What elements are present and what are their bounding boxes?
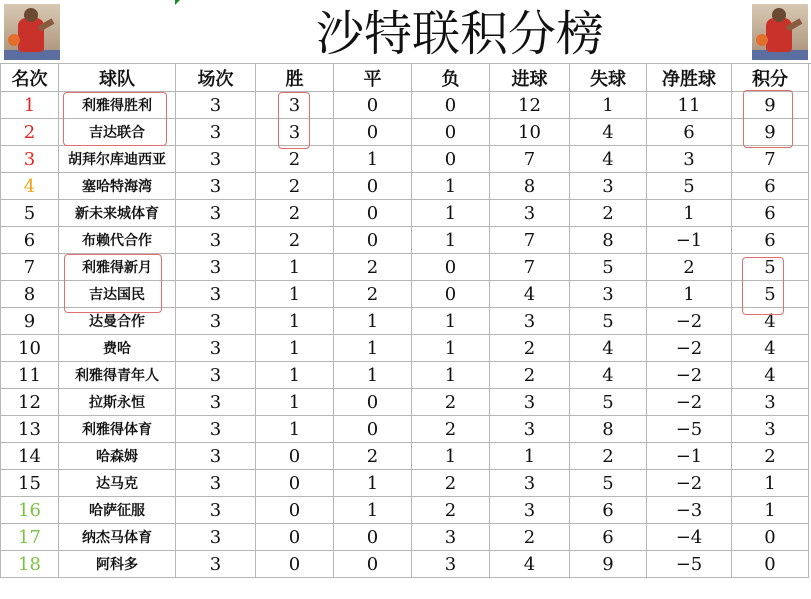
rank-cell: 9 — [1, 308, 59, 335]
goal-diff-cell: 6 — [647, 119, 732, 146]
goal-diff-cell: 1 — [647, 200, 732, 227]
win-cell: 1 — [256, 335, 334, 362]
draw-cell: 1 — [334, 335, 412, 362]
goals-against-cell: 4 — [570, 119, 647, 146]
header-goal-diff: 净胜球 — [647, 64, 732, 92]
goals-against-cell: 9 — [570, 551, 647, 578]
played-cell: 3 — [176, 362, 256, 389]
points-cell: 7 — [732, 146, 809, 173]
team-cell: 吉达国民 — [59, 281, 176, 308]
win-cell: 0 — [256, 470, 334, 497]
draw-cell: 2 — [334, 254, 412, 281]
rank-cell: 13 — [1, 416, 59, 443]
goal-diff-cell: −1 — [647, 443, 732, 470]
goals-for-cell: 10 — [490, 119, 570, 146]
goals-for-cell: 3 — [490, 308, 570, 335]
goal-diff-cell: −2 — [647, 308, 732, 335]
played-cell: 3 — [176, 173, 256, 200]
played-cell: 3 — [176, 281, 256, 308]
goals-against-cell: 5 — [570, 308, 647, 335]
goals-against-cell: 2 — [570, 443, 647, 470]
win-cell: 2 — [256, 173, 334, 200]
team-cell: 利雅得胜利 — [59, 92, 176, 119]
team-cell: 塞哈特海湾 — [59, 173, 176, 200]
goals-for-cell: 3 — [490, 389, 570, 416]
rank-cell: 6 — [1, 227, 59, 254]
loss-cell: 0 — [412, 119, 490, 146]
points-cell: 4 — [732, 362, 809, 389]
loss-cell: 1 — [412, 173, 490, 200]
rank-cell: 12 — [1, 389, 59, 416]
goals-against-cell: 4 — [570, 335, 647, 362]
rank-cell: 14 — [1, 443, 59, 470]
played-cell: 3 — [176, 389, 256, 416]
played-cell: 3 — [176, 551, 256, 578]
table-row — [1, 335, 809, 362]
draw-cell: 0 — [334, 173, 412, 200]
loss-cell: 1 — [412, 443, 490, 470]
goal-diff-cell: −3 — [647, 497, 732, 524]
loss-cell: 0 — [412, 92, 490, 119]
played-cell: 3 — [176, 497, 256, 524]
goals-against-cell: 6 — [570, 497, 647, 524]
table-row — [1, 92, 809, 119]
played-cell: 3 — [176, 416, 256, 443]
rank-cell: 7 — [1, 254, 59, 281]
team-cell: 新未来城体育 — [59, 200, 176, 227]
goals-against-cell: 1 — [570, 92, 647, 119]
goals-for-cell: 2 — [490, 335, 570, 362]
draw-cell: 0 — [334, 92, 412, 119]
goal-diff-cell: −5 — [647, 416, 732, 443]
team-cell: 费哈 — [59, 335, 176, 362]
goals-for-cell: 2 — [490, 362, 570, 389]
win-cell: 2 — [256, 200, 334, 227]
loss-cell: 2 — [412, 497, 490, 524]
loss-cell: 0 — [412, 281, 490, 308]
table-row — [1, 146, 809, 173]
points-cell: 5 — [732, 254, 809, 281]
loss-cell: 1 — [412, 227, 490, 254]
played-cell: 3 — [176, 119, 256, 146]
team-cell: 阿科多 — [59, 551, 176, 578]
win-cell: 1 — [256, 362, 334, 389]
win-cell: 1 — [256, 254, 334, 281]
rank-cell: 10 — [1, 335, 59, 362]
win-cell: 3 — [256, 119, 334, 146]
goal-diff-cell: −2 — [647, 470, 732, 497]
goal-diff-cell: 3 — [647, 146, 732, 173]
points-cell: 3 — [732, 389, 809, 416]
team-cell: 吉达联合 — [59, 119, 176, 146]
win-cell: 1 — [256, 416, 334, 443]
points-cell: 0 — [732, 551, 809, 578]
points-cell: 1 — [732, 470, 809, 497]
team-cell: 利雅得体育 — [59, 416, 176, 443]
played-cell: 3 — [176, 308, 256, 335]
loss-cell: 2 — [412, 389, 490, 416]
points-cell: 4 — [732, 335, 809, 362]
goals-for-cell: 7 — [490, 254, 570, 281]
loss-cell: 1 — [412, 308, 490, 335]
win-cell: 1 — [256, 308, 334, 335]
loss-cell: 2 — [412, 470, 490, 497]
team-cell: 哈萨征服 — [59, 497, 176, 524]
goals-for-cell: 7 — [490, 146, 570, 173]
rank-cell: 2 — [1, 119, 59, 146]
goal-diff-cell: 11 — [647, 92, 732, 119]
win-cell: 0 — [256, 524, 334, 551]
loss-cell: 1 — [412, 335, 490, 362]
header-team: 球队 — [59, 64, 176, 92]
win-cell: 0 — [256, 551, 334, 578]
rank-cell: 1 — [1, 92, 59, 119]
win-cell: 1 — [256, 281, 334, 308]
points-cell: 6 — [732, 227, 809, 254]
played-cell: 3 — [176, 524, 256, 551]
rank-cell: 17 — [1, 524, 59, 551]
draw-cell: 0 — [334, 200, 412, 227]
draw-cell: 2 — [334, 443, 412, 470]
points-cell: 9 — [732, 119, 809, 146]
goals-for-cell: 3 — [490, 200, 570, 227]
win-cell: 0 — [256, 497, 334, 524]
points-cell: 3 — [732, 416, 809, 443]
team-cell: 纳杰马体育 — [59, 524, 176, 551]
table-row — [1, 389, 809, 416]
loss-cell: 3 — [412, 524, 490, 551]
team-logo-right — [752, 4, 808, 60]
team-cell: 胡拜尔库迪西亚 — [59, 146, 176, 173]
draw-cell: 0 — [334, 389, 412, 416]
team-cell: 利雅得青年人 — [59, 362, 176, 389]
win-cell: 2 — [256, 146, 334, 173]
loss-cell: 2 — [412, 416, 490, 443]
table-row — [1, 551, 809, 578]
rank-cell: 16 — [1, 497, 59, 524]
points-cell: 5 — [732, 281, 809, 308]
points-cell: 0 — [732, 524, 809, 551]
standings-table — [0, 63, 809, 578]
goal-diff-cell: −5 — [647, 551, 732, 578]
goals-against-cell: 4 — [570, 146, 647, 173]
rank-cell: 11 — [1, 362, 59, 389]
table-row — [1, 524, 809, 551]
table-row — [1, 308, 809, 335]
header-draw: 平 — [334, 64, 412, 92]
draw-cell: 1 — [334, 497, 412, 524]
header-played: 场次 — [176, 64, 256, 92]
played-cell: 3 — [176, 146, 256, 173]
draw-cell: 0 — [334, 119, 412, 146]
header-rank: 名次 — [1, 64, 59, 92]
goals-for-cell: 7 — [490, 227, 570, 254]
table-row — [1, 416, 809, 443]
loss-cell: 1 — [412, 362, 490, 389]
table-row — [1, 497, 809, 524]
team-cell: 哈森姆 — [59, 443, 176, 470]
played-cell: 3 — [176, 470, 256, 497]
team-logo-left — [4, 4, 60, 60]
goals-for-cell: 3 — [490, 497, 570, 524]
header-points: 积分 — [732, 64, 809, 92]
goal-diff-cell: 2 — [647, 254, 732, 281]
header-goals-against: 失球 — [570, 64, 647, 92]
header-win: 胜 — [256, 64, 334, 92]
win-cell: 1 — [256, 389, 334, 416]
goal-diff-cell: −4 — [647, 524, 732, 551]
goal-diff-cell: −1 — [647, 227, 732, 254]
goals-against-cell: 8 — [570, 227, 647, 254]
goal-diff-cell: −2 — [647, 362, 732, 389]
played-cell: 3 — [176, 92, 256, 119]
played-cell: 3 — [176, 443, 256, 470]
goals-against-cell: 5 — [570, 470, 647, 497]
draw-cell: 1 — [334, 362, 412, 389]
goals-against-cell: 3 — [570, 281, 647, 308]
goals-against-cell: 8 — [570, 416, 647, 443]
draw-cell: 0 — [334, 416, 412, 443]
goals-against-cell: 5 — [570, 389, 647, 416]
goals-for-cell: 1 — [490, 443, 570, 470]
draw-cell: 2 — [334, 281, 412, 308]
draw-cell: 1 — [334, 146, 412, 173]
goal-diff-cell: −2 — [647, 389, 732, 416]
draw-cell: 1 — [334, 308, 412, 335]
table-row — [1, 227, 809, 254]
goals-against-cell: 4 — [570, 362, 647, 389]
goals-against-cell: 3 — [570, 173, 647, 200]
table-row — [1, 200, 809, 227]
goals-for-cell: 12 — [490, 92, 570, 119]
team-cell: 达马克 — [59, 470, 176, 497]
table-row — [1, 281, 809, 308]
rank-cell: 4 — [1, 173, 59, 200]
loss-cell: 0 — [412, 146, 490, 173]
win-cell: 3 — [256, 92, 334, 119]
header-loss: 负 — [412, 64, 490, 92]
goal-diff-cell: −2 — [647, 335, 732, 362]
table-row — [1, 362, 809, 389]
points-cell: 1 — [732, 497, 809, 524]
team-cell: 达曼合作 — [59, 308, 176, 335]
goals-for-cell: 3 — [490, 416, 570, 443]
win-cell: 0 — [256, 443, 334, 470]
team-cell: 布赖代合作 — [59, 227, 176, 254]
goals-against-cell: 5 — [570, 254, 647, 281]
header-row — [1, 64, 809, 92]
team-cell: 利雅得新月 — [59, 254, 176, 281]
played-cell: 3 — [176, 335, 256, 362]
rank-cell: 18 — [1, 551, 59, 578]
draw-cell: 0 — [334, 524, 412, 551]
title-row — [0, 0, 811, 64]
table-row — [1, 119, 809, 146]
page-title: 沙特联积分榜 — [315, 6, 604, 62]
goal-diff-cell: 5 — [647, 173, 732, 200]
draw-cell: 0 — [334, 227, 412, 254]
table-row — [1, 470, 809, 497]
team-cell: 拉斯永恒 — [59, 389, 176, 416]
rank-cell: 15 — [1, 470, 59, 497]
played-cell: 3 — [176, 254, 256, 281]
draw-cell: 1 — [334, 470, 412, 497]
goals-for-cell: 3 — [490, 470, 570, 497]
table-row — [1, 443, 809, 470]
rank-cell: 8 — [1, 281, 59, 308]
goals-against-cell: 6 — [570, 524, 647, 551]
played-cell: 3 — [176, 227, 256, 254]
table-row — [1, 173, 809, 200]
rank-cell: 5 — [1, 200, 59, 227]
goals-against-cell: 2 — [570, 200, 647, 227]
points-cell: 9 — [732, 92, 809, 119]
goals-for-cell: 4 — [490, 551, 570, 578]
played-cell: 3 — [176, 200, 256, 227]
points-cell: 6 — [732, 173, 809, 200]
points-cell: 4 — [732, 308, 809, 335]
goals-for-cell: 8 — [490, 173, 570, 200]
loss-cell: 3 — [412, 551, 490, 578]
goals-for-cell: 2 — [490, 524, 570, 551]
draw-cell: 0 — [334, 551, 412, 578]
points-cell: 6 — [732, 200, 809, 227]
table-row — [1, 254, 809, 281]
goal-diff-cell: 1 — [647, 281, 732, 308]
header-goals-for: 进球 — [490, 64, 570, 92]
loss-cell: 0 — [412, 254, 490, 281]
points-cell: 2 — [732, 443, 809, 470]
goals-for-cell: 4 — [490, 281, 570, 308]
loss-cell: 1 — [412, 200, 490, 227]
win-cell: 2 — [256, 227, 334, 254]
rank-cell: 3 — [1, 146, 59, 173]
